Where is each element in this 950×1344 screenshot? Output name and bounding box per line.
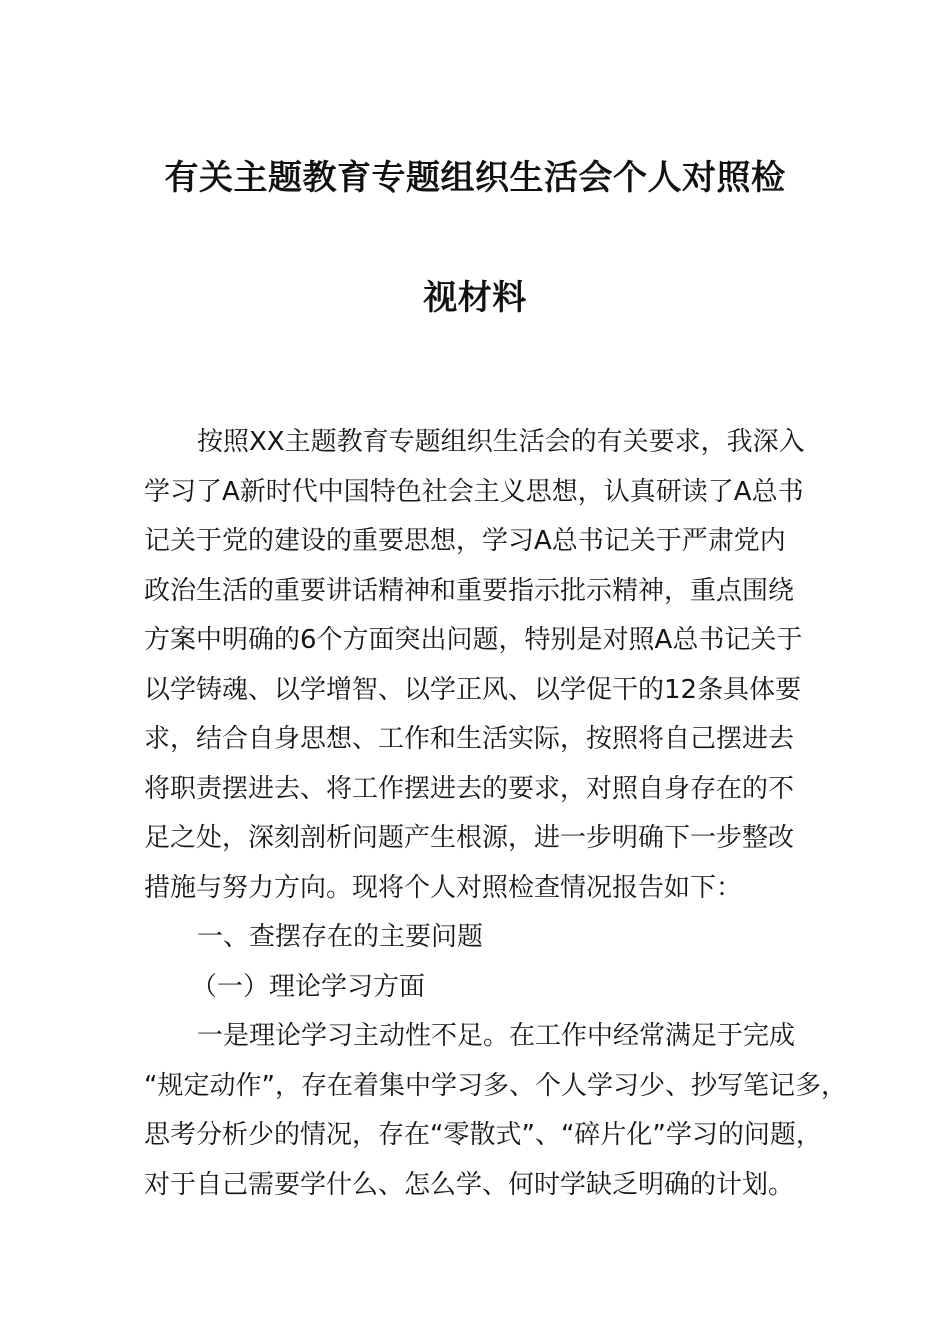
document-body [144, 418, 847, 1210]
body-line: 记关于党的建设的重要思想，学习A总书记关于严肃党内 [144, 526, 786, 556]
body-line: 思考分析少的情况，存在“零散式”、“碎片化”学习的问题， [144, 1120, 822, 1150]
document-title-line-2: 视材料 [423, 278, 527, 318]
body-line: 按照XX主题教育专题组织生活会的有关要求，我深入 [197, 427, 805, 457]
body-line: “规定动作”，存在着集中学习多、个人学习少、抄写笔记多， [144, 1070, 847, 1101]
body-line: 政治生活的重要讲话精神和重要指示批示精神，重点围绕 [144, 575, 795, 606]
body-line: 对于自己需要学什么、怎么学、何时学缺乏明确的计划。 [144, 1169, 795, 1200]
body-line: 措施与努力方向。现将个人对照检查情况报告如下： [144, 872, 743, 903]
body-line: 足之处，深刻剖析问题产生根源，进一步明确下一步整改 [144, 823, 795, 853]
section-heading: 一、查摆存在的主要问题 [197, 922, 484, 952]
body-line: 将职责摆进去、将工作摆进去的要求，对照自身存在的不 [144, 773, 795, 804]
body-line: 求，结合自身思想、工作和生活实际，按照将自己摆进去 [144, 724, 795, 754]
body-line: 学习了A新时代中国特色社会主义思想，认真研读了A总书 [144, 476, 804, 507]
subsection-heading: （一）理论学习方面 [191, 971, 426, 1002]
body-line: 一是理论学习主动性不足。在工作中经常满足于完成 [197, 1021, 796, 1051]
document-title-line-1: 有关主题教育专题组织生活会个人对照检 [164, 158, 786, 198]
body-line: 方案中明确的6个方面突出问题，特别是对照A总书记关于 [144, 625, 803, 655]
body-line: 以学铸魂、以学增智、以学正风、以学促干的12条具体要 [144, 674, 802, 705]
